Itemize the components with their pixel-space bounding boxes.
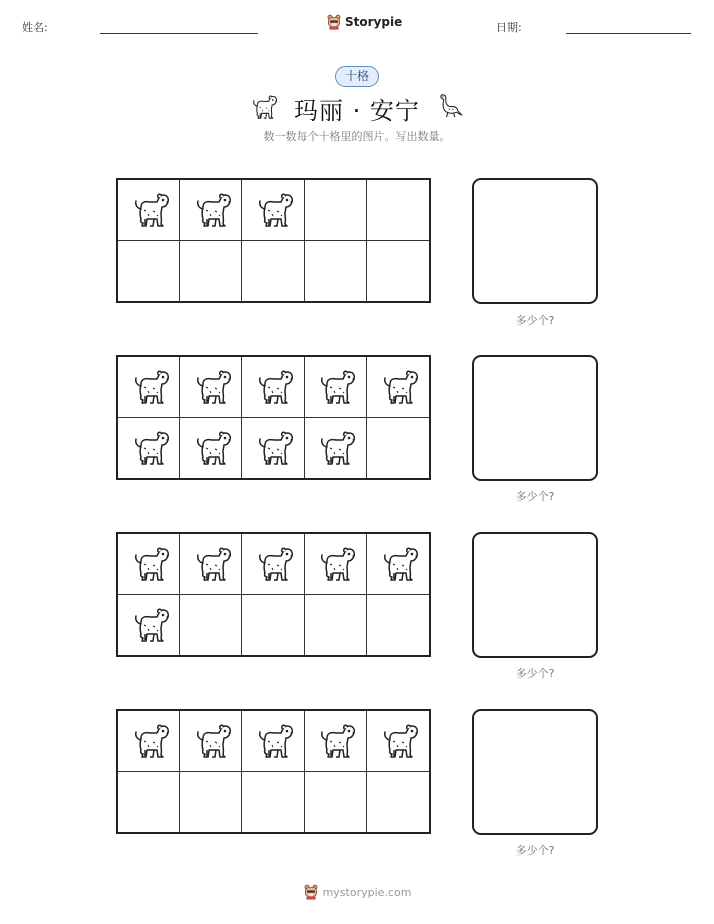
frame-cell [180,595,242,656]
count-question: 多少个? [515,667,555,680]
footer-url[interactable]: mystorypie.com [322,885,412,899]
frame-cell [305,180,367,241]
frame-cell [180,180,242,241]
bear-mascot-icon [303,884,319,900]
date-write-line[interactable] [566,33,691,34]
frame-cell [367,180,429,241]
frame-cell [180,357,242,418]
frame-cell [367,534,429,595]
frame-cell [118,772,180,833]
frame-cell [242,534,304,595]
ten-frame [116,532,431,657]
brand-logo [326,13,402,31]
dinosaur-icon [436,92,464,120]
frame-cell [242,595,304,656]
dog-icon [129,544,169,584]
frame-cell [180,711,242,772]
answer-box[interactable] [472,178,598,304]
dog-icon [253,721,293,761]
dog-icon [378,721,418,761]
count-question: 多少个? [515,844,555,857]
frame-cell [180,534,242,595]
dog-icon [253,428,293,468]
ten-frame [116,709,431,834]
frame-cell [180,772,242,833]
dog-icon [315,428,355,468]
frame-cell [180,418,242,479]
frame-cell [305,711,367,772]
dog-icon [315,544,355,584]
dog-icon [191,544,231,584]
frame-cell [242,418,304,479]
frame-cell [367,357,429,418]
instructions: 数一数每个十格里的图片。写出数量。 [263,130,451,143]
dog-icon [129,721,169,761]
frame-cell [118,241,180,302]
date-label: 日期: [496,21,522,34]
bear-mascot-icon [326,13,342,31]
dog-icon [378,544,418,584]
dog-icon [191,367,231,407]
dog-icon [378,367,418,407]
ten-frame [116,355,431,480]
frame-cell [118,711,180,772]
dog-icon [315,721,355,761]
dog-icon [253,367,293,407]
worksheet-title: 玛丽 · 安宁 [294,97,420,125]
frame-cell [367,418,429,479]
dog-icon [253,190,293,230]
frame-cell [305,418,367,479]
frame-cell [118,357,180,418]
footer [0,884,714,900]
count-question: 多少个? [515,314,555,327]
answer-box[interactable] [472,709,598,835]
count-question: 多少个? [515,490,555,503]
frame-cell [367,711,429,772]
dog-icon [249,93,277,121]
dog-icon [253,544,293,584]
dog-icon [191,721,231,761]
answer-box[interactable] [472,532,598,658]
dog-icon [129,367,169,407]
brand-name: Storypie [345,15,403,29]
dog-icon [191,428,231,468]
frame-cell [180,241,242,302]
dog-icon [191,190,231,230]
frame-cell [242,180,304,241]
frame-cell [305,772,367,833]
dog-icon [315,367,355,407]
ten-frame [116,178,431,303]
frame-cell [118,595,180,656]
dog-icon [129,428,169,468]
dog-icon [129,190,169,230]
frame-cell [305,595,367,656]
frame-cell [367,595,429,656]
worksheet-type-badge: 十格 [335,66,379,87]
frame-cell [242,711,304,772]
dog-icon [129,605,169,645]
frame-cell [242,241,304,302]
frame-cell [305,241,367,302]
frame-cell [305,357,367,418]
frame-cell [367,772,429,833]
frame-cell [242,357,304,418]
name-label: 姓名: [22,21,48,34]
frame-cell [118,534,180,595]
answer-box[interactable] [472,355,598,481]
frame-cell [242,772,304,833]
frame-cell [118,180,180,241]
frame-cell [367,241,429,302]
frame-cell [118,418,180,479]
frame-cell [305,534,367,595]
name-write-line[interactable] [100,33,258,34]
